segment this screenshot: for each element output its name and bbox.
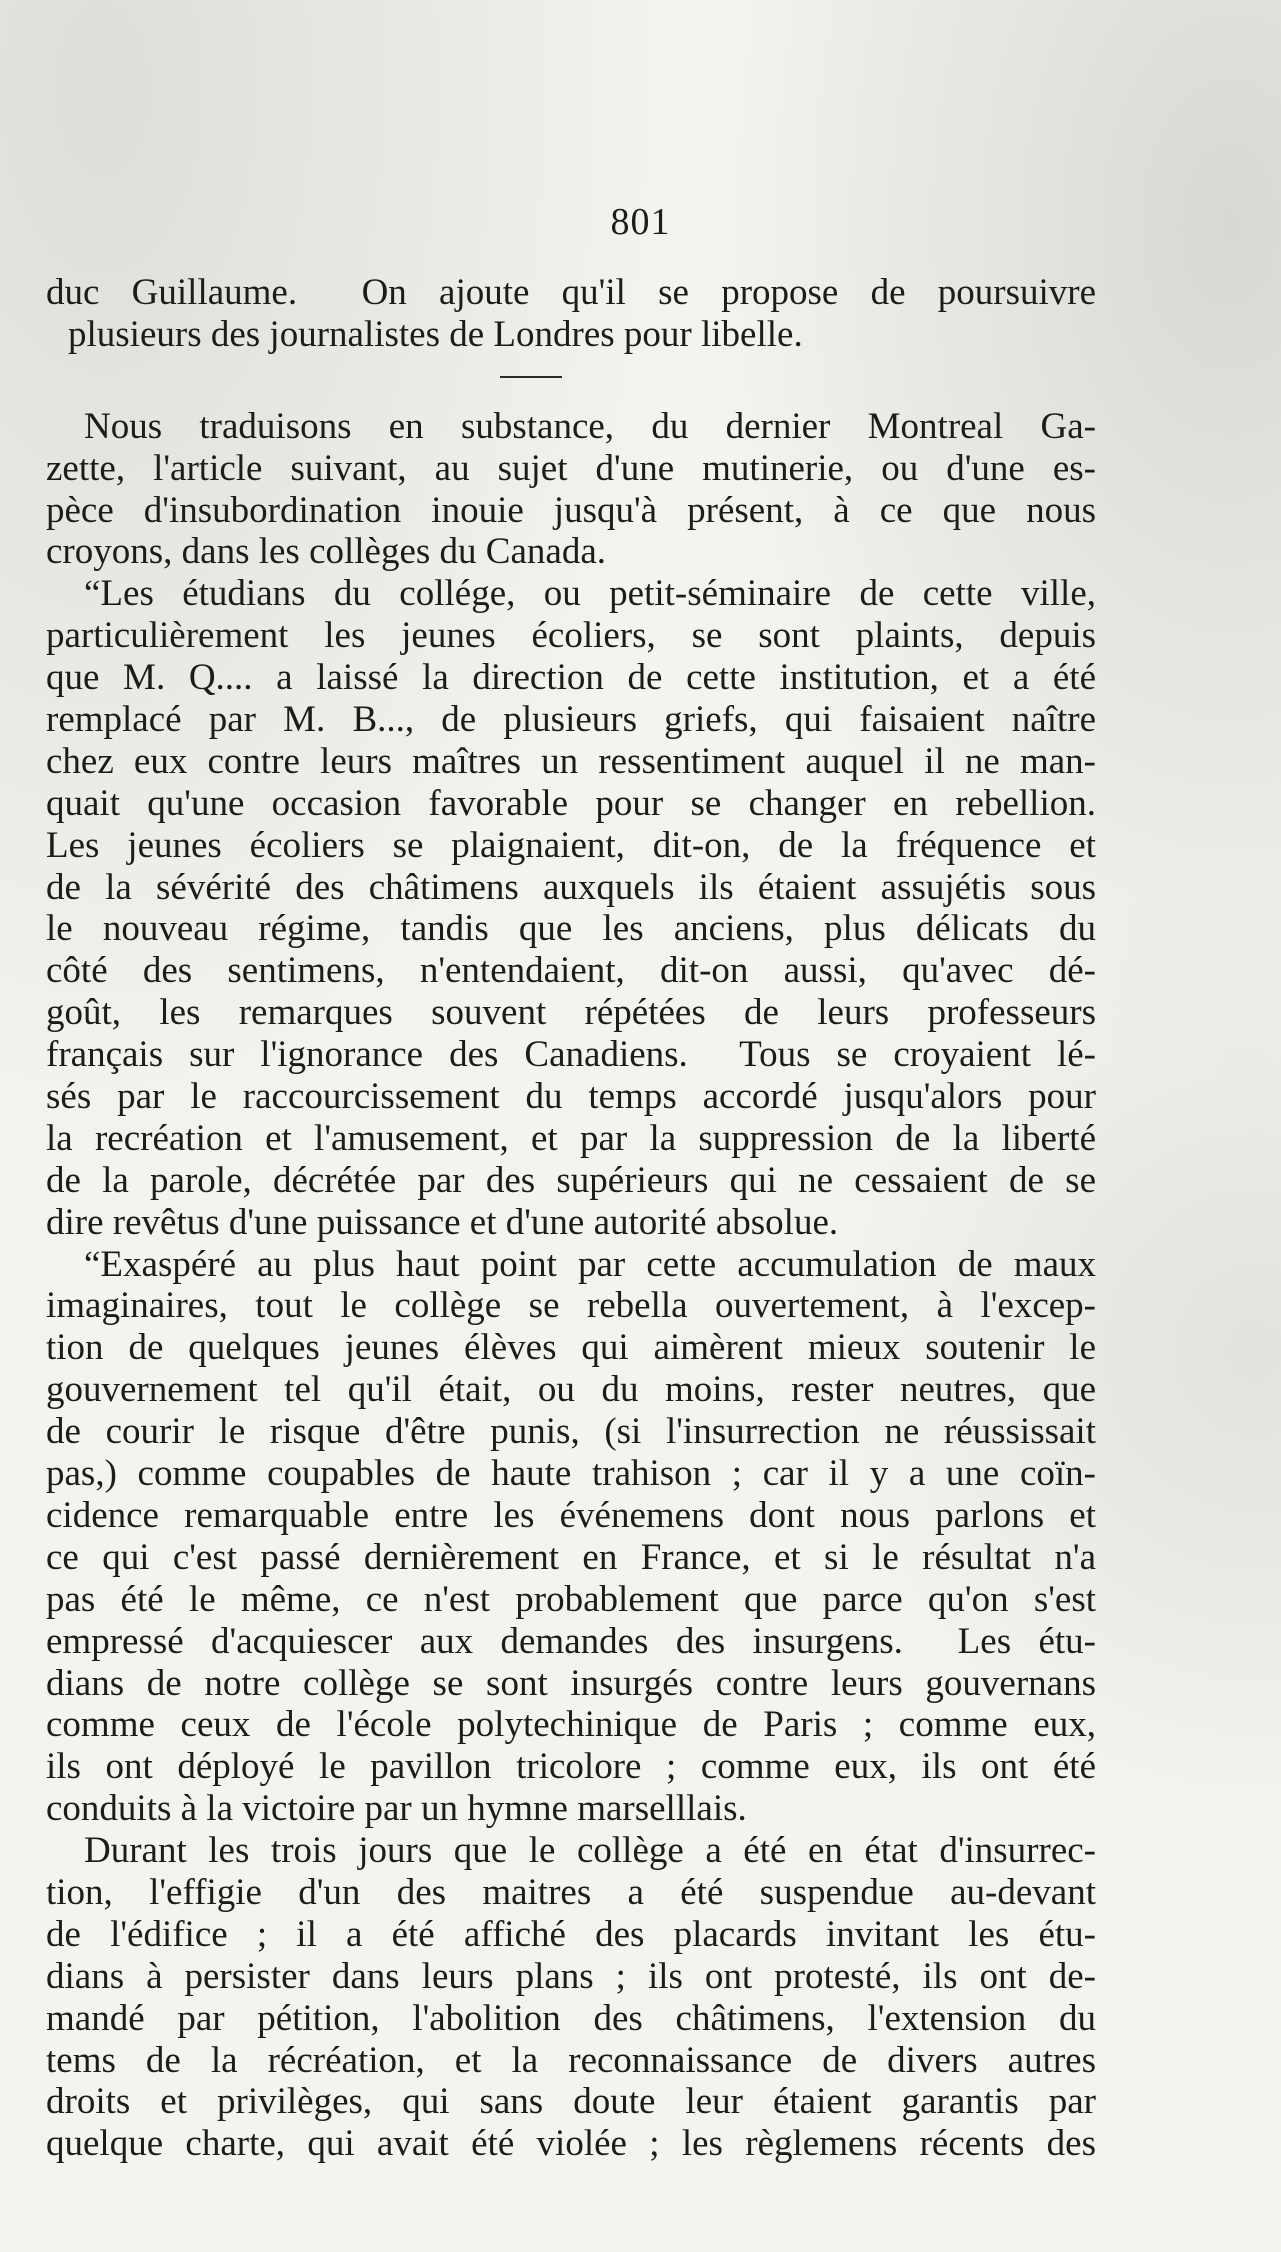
text-line: cidence remarquable entre les événemens dont nous parlons et	[46, 1494, 1096, 1536]
page-text	[46, 272, 1096, 2165]
paragraph-5	[46, 1830, 1096, 2165]
text-line: ils ont déployé le pavillon tricolore ; comme eux, ils ont été	[46, 1746, 1096, 1788]
text-line: quelque charte, qui avait été violée ; les règlemens récents des	[46, 2123, 1096, 2165]
text-line: croyons, dans les collèges du Canada.	[46, 531, 606, 573]
text-line: gouvernement tel qu'il était, ou du moins, rester neutres, que	[46, 1369, 1096, 1411]
text-line: la recréation et l'amusement, et par la suppression de la liberté	[46, 1117, 1096, 1159]
text-line: zette, l'article suivant, au sujet d'une mutinerie, ou d'une es-	[46, 447, 1096, 489]
text-line: mandé par pétition, l'abolition des châtimens, l'extension du	[46, 1997, 1096, 2039]
paragraph-3	[46, 573, 1096, 1243]
text-line: côté des sentimens, n'entendaient, dit-on aussi, qu'avec dé-	[46, 950, 1096, 992]
paragraph-4	[46, 1244, 1096, 1830]
text-line: duc Guillaume. On ajoute qu'il se propose de poursuivre	[46, 272, 1096, 313]
text-line: pas été le même, ce n'est probablement que parce qu'on s'est	[46, 1578, 1096, 1620]
text-line: le nouveau régime, tandis que les anciens, plus délicats du	[46, 908, 1096, 950]
text-line: Nous traduisons en substance, du dernier Montreal Ga-	[84, 405, 1096, 447]
text-line: droits et privilèges, qui sans doute leur étaient garantis par	[46, 2081, 1096, 2123]
text-line: Durant les trois jours que le collège a été en état d'insurrec-	[84, 1830, 1096, 1872]
paragraph-1	[46, 272, 1096, 356]
page-number: 801	[610, 201, 671, 243]
text-line: que M. Q.... a laissé la direction de cette institution, et a été	[46, 657, 1096, 699]
text-line: empressé d'acquiescer aux demandes des insurgens. Les étu-	[46, 1620, 1096, 1662]
text-line: de la parole, décrétée par des supérieurs qui ne cessaient de se	[46, 1159, 1096, 1201]
text-line: dians de notre collège se sont insurgés contre leurs gouvernans	[46, 1662, 1096, 1704]
text-line: de l'édifice ; il a été affiché des placards invitant les étu-	[46, 1913, 1096, 1955]
text-line: sés par le raccourcissement du temps accordé jusqu'alors pour	[46, 1076, 1096, 1118]
text-line: ce qui c'est passé dernièrement en France, et si le résultat n'a	[46, 1536, 1096, 1578]
text-line: tion, l'effigie d'un des maitres a été suspendue au-devant	[46, 1871, 1096, 1913]
text-line: conduits à la victoire par un hymne marselllais.	[46, 1788, 747, 1830]
text-line: pas,) comme coupables de haute trahison ; car il y a une coïn-	[46, 1453, 1096, 1495]
text-line: Les jeunes écoliers se plaignaient, dit-on, de la fréquence et	[46, 824, 1096, 866]
text-line: remplacé par M. B..., de plusieurs griefs, qui faisaient naître	[46, 699, 1096, 741]
text-line: imaginaires, tout le collège se rebella ouvertement, à l'excep-	[46, 1285, 1096, 1327]
text-line: tion de quelques jeunes élèves qui aimèrent mieux soutenir le	[46, 1327, 1096, 1369]
text-line: particulièrement les jeunes écoliers, se sont plaints, depuis	[46, 615, 1096, 657]
text-line: de courir le risque d'être punis, (si l'insurrection ne réussissait	[46, 1411, 1096, 1453]
paragraph-2	[46, 406, 1096, 574]
text-line: goût, les remarques souvent répétées de leurs professeurs	[46, 992, 1096, 1034]
text-line: dire revêtus d'une puissance et d'une autorité absolue.	[46, 1201, 839, 1243]
section-divider	[500, 376, 562, 378]
text-line: plusieurs des journalistes de Londres pour libelle.	[68, 313, 803, 355]
text-line: tems de la récréation, et la reconnaissance de divers autres	[46, 2039, 1096, 2081]
text-line: “Les étudians du collége, ou petit-séminaire de cette ville,	[84, 573, 1096, 615]
text-line: “Exaspéré au plus haut point par cette accumulation de maux	[84, 1243, 1096, 1285]
text-line: chez eux contre leurs maîtres un ressentiment auquel il ne man-	[46, 740, 1096, 782]
text-line: comme ceux de l'école polytechinique de Paris ; comme eux,	[46, 1704, 1096, 1746]
text-line: français sur l'ignorance des Canadiens. Tous se croyaient lé-	[46, 1034, 1096, 1076]
text-line: dians à persister dans leurs plans ; ils ont protesté, ils ont de-	[46, 1955, 1096, 1997]
text-line: de la sévérité des châtimens auxquels ils étaient assujétis sous	[46, 866, 1096, 908]
text-line: pèce d'insubordination inouie jusqu'à présent, à ce que nous	[46, 489, 1096, 531]
text-line: quait qu'une occasion favorable pour se changer en rebellion.	[46, 782, 1096, 824]
